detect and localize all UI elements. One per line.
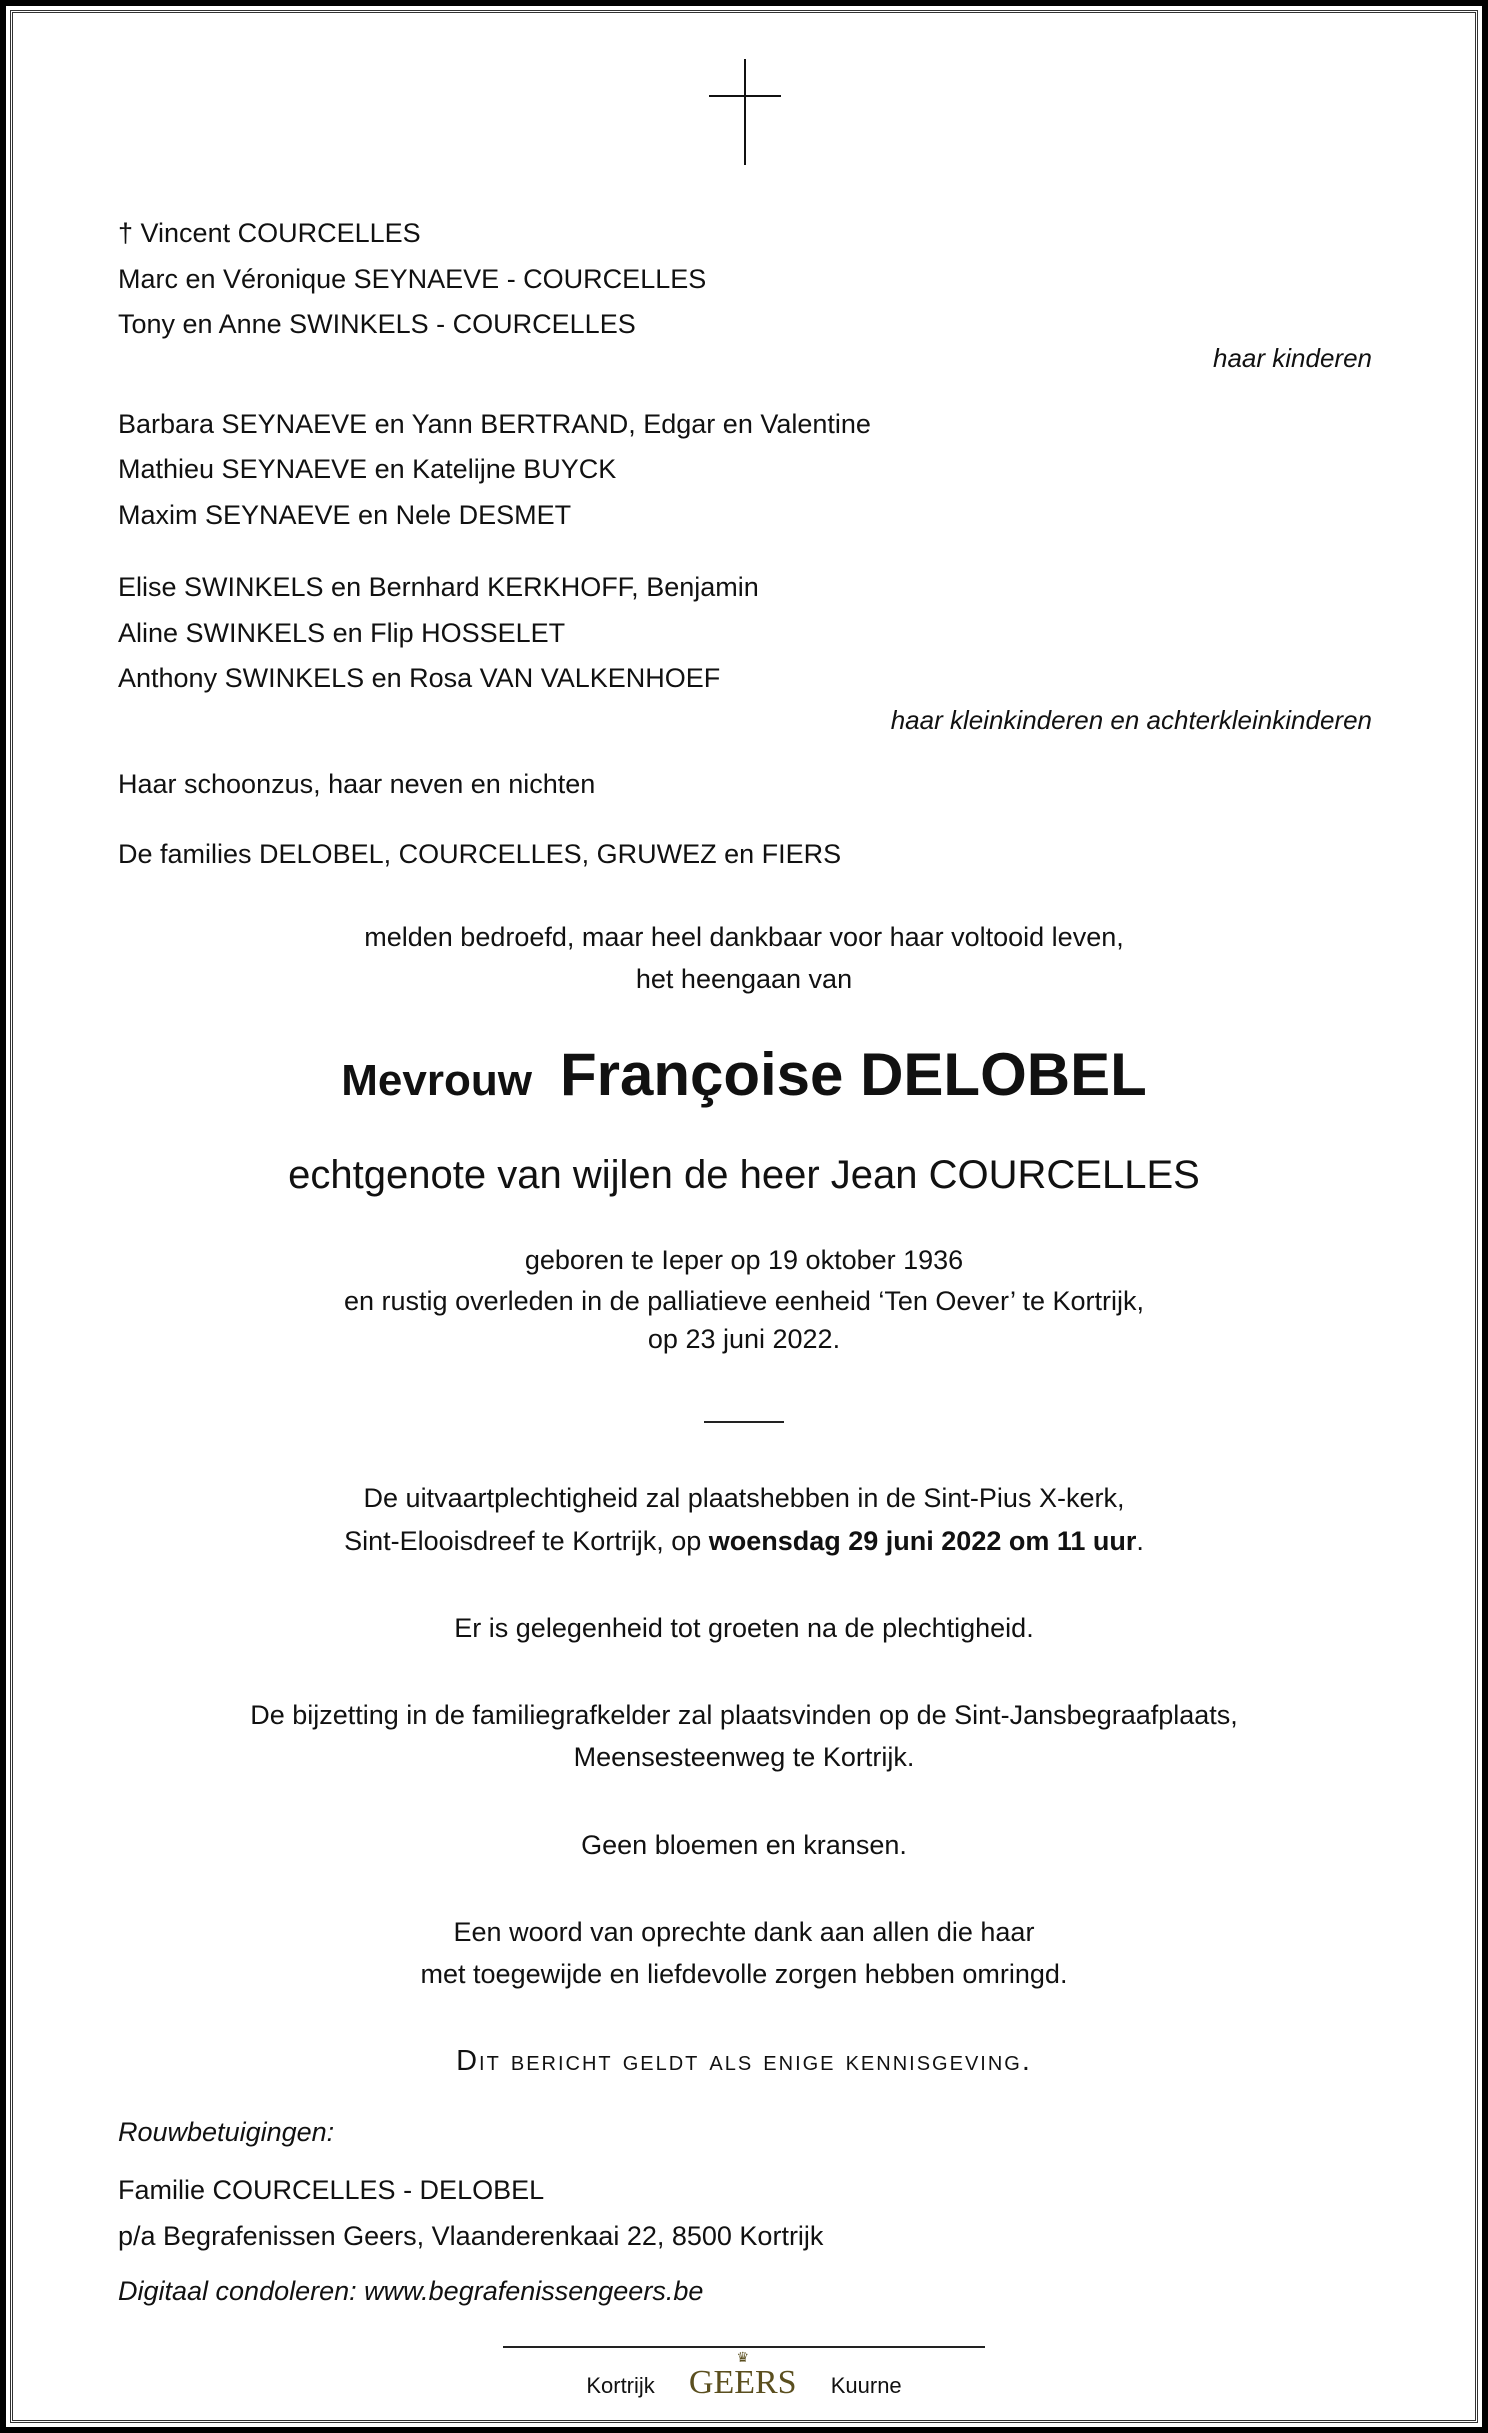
greeting-line: Er is gelegenheid tot groeten na de plechtigheid. [454,1613,1034,1643]
burial-line: De bijzetting in de familiegrafkelder zal plaatsvinden op de Sint-Jansbegraafplaats, [250,1700,1238,1730]
funeral-line: De uitvaartplechtigheid zal plaatshebben in de Sint-Pius X-kerk, [363,1483,1125,1513]
funeral-place: Sint-Elooisdreef te Kortrijk, op [344,1526,709,1556]
flowers-line: Geen bloemen en kransen. [581,1830,907,1860]
digital-condolence-link[interactable]: Digitaal condoleren: www.begrafenissengeers.be [118,2276,704,2306]
footer-right: Kuurne [830,2373,902,2398]
thanks-line: Een woord van oprechte dank aan allen die haar [453,1917,1035,1947]
grandchild-line: Barbara SEYNAEVE en Yann BERTRAND, Edgar en Valentine [118,409,871,439]
funeral-period: . [1136,1526,1144,1556]
deceased-title: Mevrouw [341,1056,532,1105]
announce-line: het heengaan van [635,964,853,994]
grandchildren-label: haar kleinkinderen en achterkleinkinderen [890,705,1372,735]
child-line: † Vincent COURCELLES [118,218,421,248]
deceased-name [0,1039,1488,1117]
deceased-fullname: Françoise DELOBEL [559,1041,1147,1108]
funeral-datetime: woensdag 29 juni 2022 om 11 uur [708,1526,1137,1556]
footer-logo [0,2351,1488,2402]
funeral-line [0,1524,1488,1558]
families-line: De families DELOBEL, COURCELLES, GRUWEZ en FIERS [118,839,842,869]
others-line: Haar schoonzus, haar neven en nichten [118,769,596,799]
spouse-line: echtgenote van wijlen de heer Jean COURCELLES [288,1153,1200,1197]
condolences-family: Familie COURCELLES - DELOBEL [118,2175,545,2205]
cross-icon [744,59,746,165]
geers-logo [688,2351,797,2401]
notice-line: Dit bericht geldt als enige kennisgeving. [456,2045,1032,2077]
grandchild-line: Elise SWINKELS en Bernhard KERKHOFF, Benjamin [118,572,759,602]
grandchild-line: Anthony SWINKELS en Rosa VAN VALKENHOEF [118,663,721,693]
footer-left: Kortrijk [586,2373,655,2398]
date-line: geboren te Ieper op 19 oktober 1936 [524,1245,964,1275]
date-line: en rustig overleden in de palliatieve eenheid ‘Ten Oever’ te Kortrijk, [344,1286,1144,1316]
date-line: op 23 juni 2022. [647,1324,841,1354]
children-label: haar kinderen [1213,343,1372,373]
grandchild-line: Aline SWINKELS en Flip HOSSELET [118,618,566,648]
child-line: Tony en Anne SWINKELS - COURCELLES [118,309,636,339]
grandchild-line: Maxim SEYNAEVE en Nele DESMET [118,500,572,530]
burial-line: Meensesteenweg te Kortrijk. [573,1742,915,1772]
child-line: Marc en Véronique SEYNAEVE - COURCELLES [118,264,707,294]
divider [704,1421,784,1423]
condolences-label: Rouwbetuigingen: [118,2117,335,2147]
cross-icon-bar [709,95,781,97]
condolences-address: p/a Begrafenissen Geers, Vlaanderenkaai 22, 8500 Kortrijk [118,2221,824,2251]
thanks-line: met toegewijde en liefdevolle zorgen hebben omringd. [420,1959,1068,1989]
footer-divider [503,2346,985,2348]
grandchild-line: Mathieu SEYNAEVE en Katelijne BUYCK [118,454,617,484]
crown-icon: ♛ [736,2351,750,2366]
announce-line: melden bedroefd, maar heel dankbaar voor haar voltooid leven, [364,922,1124,952]
geers-logo-text: GEERS [688,2364,797,2401]
